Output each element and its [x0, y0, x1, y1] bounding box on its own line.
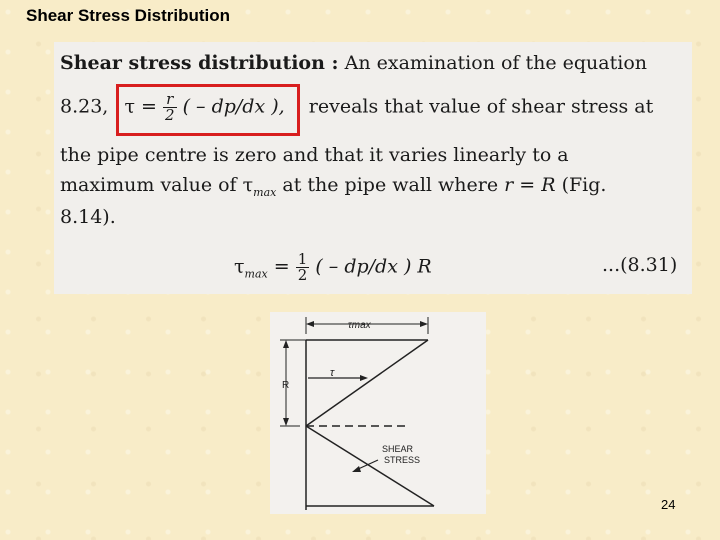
- excerpt-line-1-text: An examination of the equation: [344, 52, 648, 74]
- excerpt-line-5: 8.14).: [60, 206, 116, 228]
- equation-2-fraction: [296, 252, 310, 283]
- equation-2-fraction-numerator: 1: [297, 250, 308, 268]
- equation-2-tail: ( – dp/dx ) R: [315, 255, 432, 278]
- shear-profile-upper: [306, 340, 428, 426]
- shear-stress-diagram: [270, 312, 486, 514]
- shear-profile-lower: [306, 426, 434, 506]
- shear-label: SHEAR: [382, 444, 414, 454]
- equation-2-fraction-denominator: 2: [297, 266, 308, 284]
- equation-fraction-numerator: r: [163, 92, 177, 108]
- page-number: 24: [661, 497, 676, 512]
- excerpt-line-2-text: reveals that value of shear stress at: [308, 95, 654, 118]
- tau-max-label: τmax: [348, 320, 371, 331]
- excerpt-line-4-subscript: max: [253, 185, 277, 199]
- excerpt-line-4-c: r = R: [504, 174, 556, 196]
- slide-title: Shear Stress Distribution: [26, 6, 231, 25]
- equation-reference: 8.23,: [60, 95, 109, 118]
- equation-number: ...(8.31): [602, 254, 678, 276]
- scanned-textbook-excerpt: [54, 42, 692, 294]
- excerpt-line-4-b: at the pipe wall where: [282, 174, 499, 196]
- equation-pressure-gradient: ( – dp/dx ),: [182, 95, 285, 118]
- equation-fraction-denominator: 2: [164, 106, 175, 124]
- shear-stress-figure: [270, 312, 486, 514]
- excerpt-line-4: [60, 174, 606, 199]
- equation-tau: τ =: [124, 95, 157, 118]
- equation-8-31: [234, 252, 432, 283]
- equation-2-equals: =: [273, 255, 290, 278]
- equation-2-lhs: τ: [234, 255, 245, 278]
- equation-highlight-box: [116, 84, 300, 136]
- excerpt-line-1: [60, 52, 647, 74]
- excerpt-line-4-a: maximum value of τ: [60, 174, 254, 196]
- stress-label: STRESS: [384, 455, 421, 465]
- radius-label: R: [282, 380, 290, 391]
- excerpt-heading: Shear stress distribution :: [60, 52, 339, 74]
- tau-label: τ: [330, 367, 335, 379]
- excerpt-line-3: the pipe centre is zero and that it varies linearly to a: [60, 144, 569, 166]
- equation-2-subscript: max: [244, 267, 268, 281]
- excerpt-line-4-d: (Fig.: [561, 174, 607, 196]
